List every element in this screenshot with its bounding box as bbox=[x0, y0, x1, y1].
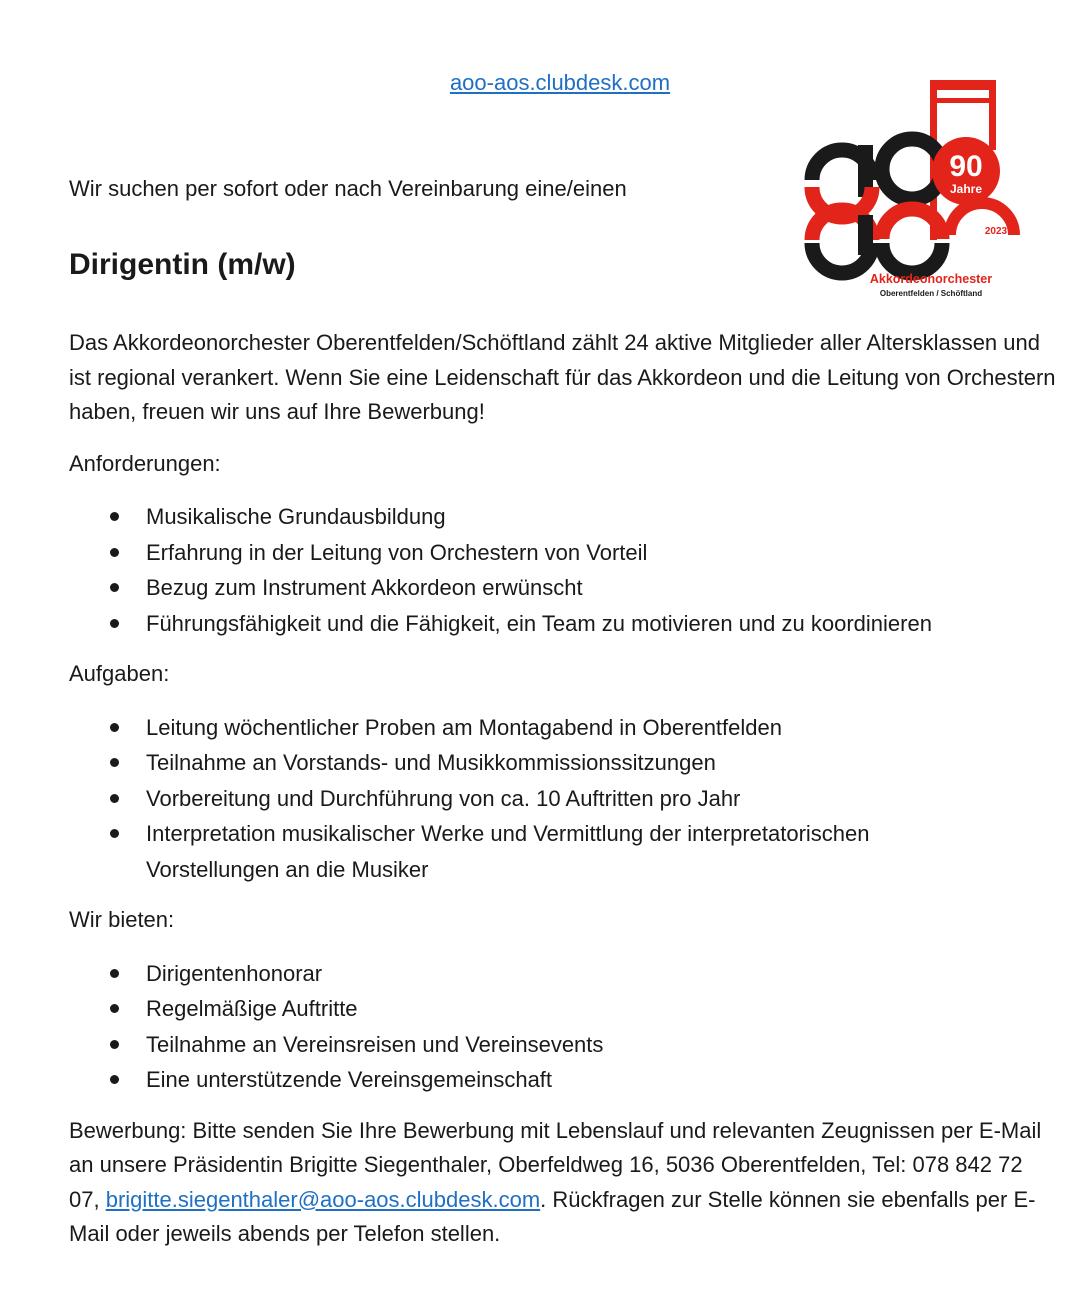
logo-location: Oberentfelden / Schöftland bbox=[879, 289, 983, 298]
logo-note-stem-right bbox=[989, 80, 996, 150]
logo-badge-label: Jahre bbox=[949, 182, 983, 196]
logo-note-flag-bottom bbox=[930, 98, 996, 103]
list-item: Vorbereitung und Durchführung von ca. 10 Auftritten pro Jahr bbox=[146, 781, 1059, 817]
application-text: Bewerbung: Bitte senden Sie Ihre Bewerbung mit Lebenslauf und relevanten Zeugnissen per E-Mail an unsere Präsidentin Brigitte Siegenthaler, Oberfeldweg 16, 5036 Oberentfelden, Tel: 078 842 72 07, bbox=[69, 1117, 1042, 1212]
list-item: Leitung wöchentlicher Proben am Montagabend in Oberentfelden bbox=[146, 710, 1059, 746]
tasks-heading: Aufgaben: bbox=[69, 661, 170, 686]
list-item: Musikalische Grundausbildung bbox=[146, 499, 1059, 535]
description-paragraph: Das Akkordeonorchester Oberentfelden/Schöftland zählt 24 aktive Mitglieder aller Altersklassen und ist regional verankert. Wenn Sie eine Leidenschaft für das Akkordeon und die Leitung von Orchestern haben, freuen wir uns auf Ihre Bewerbung! bbox=[69, 330, 1056, 424]
list-item: Dirigentenhonorar bbox=[146, 956, 1059, 992]
requirements-heading: Anforderungen: bbox=[69, 450, 221, 476]
application-paragraph bbox=[69, 1114, 1059, 1252]
application-text-end: . Rückfragen zur Stelle können sie ebenfalls per E-Mail oder jeweils abends per Telefon stellen. bbox=[69, 1186, 1036, 1246]
logo-name: Akkordeonorchester bbox=[869, 272, 993, 286]
website-link[interactable]: aoo-aos.clubdesk.com bbox=[449, 70, 671, 95]
list-item: Regelmäßige Auftritte bbox=[146, 991, 1059, 1027]
list-item: Eine unterstützende Vereinsgemeinschaft bbox=[146, 1062, 1059, 1098]
tasks-list bbox=[69, 710, 1059, 888]
list-item: Teilnahme an Vereinsreisen und Vereinsevents bbox=[146, 1027, 1059, 1063]
list-item: Interpretation musikalischer Werke und Vermittlung der interpretatorischen Vorstellungen an die Musiker bbox=[146, 816, 946, 887]
requirements-list bbox=[69, 499, 1059, 641]
email-link[interactable]: brigitte.siegenthaler@aoo-aos.clubdesk.com bbox=[105, 1186, 541, 1212]
list-item: Erfahrung in der Leitung von Orchestern von Vorteil bbox=[146, 535, 1059, 571]
list-item: Bezug zum Instrument Akkordeon erwünscht bbox=[146, 570, 1059, 606]
list-item: Teilnahme an Vorstands- und Musikkommissionssitzungen bbox=[146, 745, 1059, 781]
orchestra-logo bbox=[800, 65, 1040, 310]
job-description bbox=[69, 326, 1059, 1252]
logo-note-flag-top bbox=[930, 80, 996, 90]
list-item: Führungsfähigkeit und die Fähigkeit, ein Team zu motivieren und zu koordinieren bbox=[146, 606, 1059, 642]
job-title: Dirigentin (m/w) bbox=[69, 248, 296, 281]
logo-year: 2023 bbox=[984, 226, 1008, 237]
offer-heading: Wir bieten: bbox=[69, 907, 175, 932]
offer-list bbox=[69, 956, 1059, 1098]
intro-text: Wir suchen per sofort oder nach Vereinbarung eine/einen bbox=[69, 176, 627, 201]
logo-badge-number: 90 bbox=[949, 150, 983, 183]
